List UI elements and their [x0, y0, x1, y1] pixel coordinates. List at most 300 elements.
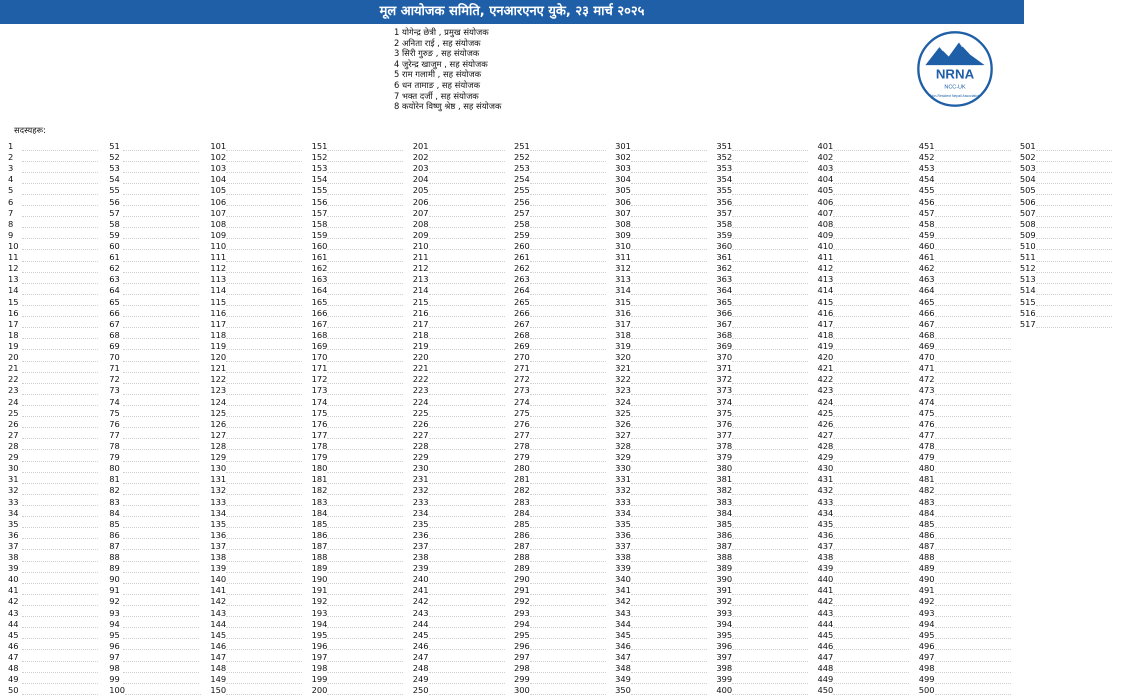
member-row	[1020, 163, 1121, 174]
member-row	[615, 363, 716, 374]
member-row	[514, 341, 615, 352]
member-number: 67	[109, 318, 120, 329]
member-name	[935, 376, 1011, 384]
member-row	[514, 652, 615, 663]
member-number: 513	[1019, 274, 1036, 285]
member-name	[429, 254, 505, 262]
member-number: 156	[311, 196, 328, 207]
member-number: 18	[8, 329, 19, 340]
member-row	[615, 530, 716, 541]
member-name	[530, 365, 606, 373]
member-number: 114	[210, 285, 227, 296]
member-number: 297	[513, 652, 530, 663]
member-name	[327, 542, 403, 550]
member-row	[8, 308, 109, 319]
member-name	[429, 654, 505, 662]
member-row	[919, 452, 1020, 463]
member-row	[8, 352, 109, 363]
member-number: 495	[918, 629, 935, 640]
member-row	[615, 352, 716, 363]
member-name	[1036, 287, 1112, 295]
member-row	[919, 319, 1020, 330]
member-name	[22, 420, 98, 428]
member-row	[919, 497, 1020, 508]
member-row	[514, 285, 615, 296]
member-number: 384	[716, 507, 733, 518]
member-number: 230	[412, 463, 429, 474]
member-name	[631, 143, 707, 151]
member-name	[327, 198, 403, 206]
member-row	[8, 430, 109, 441]
member-number: 158	[311, 218, 328, 229]
member-name	[631, 376, 707, 384]
member-row	[1020, 274, 1121, 285]
member-number: 25	[8, 407, 19, 418]
member-row	[413, 330, 514, 341]
member-number: 433	[817, 496, 834, 507]
member-row	[818, 352, 919, 363]
member-row	[514, 297, 615, 308]
member-number: 241	[412, 585, 429, 596]
member-name	[732, 576, 808, 584]
member-row	[514, 452, 615, 463]
member-name	[22, 576, 98, 584]
member-number: 368	[716, 329, 733, 340]
member-number: 52	[109, 152, 120, 163]
members-heading: सदस्यहरू:	[14, 125, 46, 135]
member-number: 15	[8, 296, 19, 307]
member-name	[429, 587, 505, 595]
member-number: 129	[210, 452, 227, 463]
member-name	[327, 143, 403, 151]
member-row	[919, 541, 1020, 552]
member-row	[818, 530, 919, 541]
member-name	[226, 187, 302, 195]
member-row	[716, 474, 817, 485]
member-row	[1020, 197, 1121, 208]
member-number: 381	[716, 474, 733, 485]
member-name	[123, 176, 199, 184]
member-name	[833, 309, 909, 317]
member-number: 315	[615, 296, 631, 307]
member-name	[631, 676, 707, 684]
member-number: 478	[918, 440, 935, 451]
member-row	[615, 408, 716, 419]
member-row	[919, 574, 1020, 585]
member-name	[833, 454, 909, 462]
member-row	[1020, 308, 1121, 319]
member-name	[530, 398, 606, 406]
member-row	[514, 485, 615, 496]
member-name	[935, 220, 1011, 228]
member-number: 334	[615, 507, 631, 518]
member-row	[8, 208, 109, 219]
member-row	[312, 297, 413, 308]
member-number: 303	[615, 163, 631, 174]
member-name	[327, 220, 403, 228]
member-row	[615, 141, 716, 152]
member-number: 95	[109, 629, 120, 640]
member-row	[716, 163, 817, 174]
member-row	[818, 652, 919, 663]
member-number: 491	[918, 585, 935, 596]
member-number: 87	[109, 540, 120, 551]
member-row	[716, 408, 817, 419]
member-name	[631, 487, 707, 495]
member-number: 255	[513, 185, 530, 196]
member-number: 327	[615, 429, 631, 440]
member-row	[919, 485, 1020, 496]
officer-entry: 4 जुरेन्द्र खाजुम , सह संयोजक	[394, 58, 488, 69]
member-name	[631, 598, 707, 606]
member-row	[413, 674, 514, 685]
member-row	[514, 608, 615, 619]
member-name	[732, 165, 808, 173]
member-row	[615, 552, 716, 563]
member-row	[818, 152, 919, 163]
member-name	[935, 442, 1011, 450]
member-number: 138	[210, 552, 227, 563]
member-number: 147	[210, 652, 227, 663]
member-name	[935, 265, 1011, 273]
member-number: 150	[210, 685, 227, 696]
member-number: 132	[210, 485, 227, 496]
member-row	[312, 252, 413, 263]
member-number: 455	[918, 185, 935, 196]
member-name	[530, 176, 606, 184]
member-row	[919, 297, 1020, 308]
member-row	[109, 163, 210, 174]
member-row	[716, 363, 817, 374]
member-row	[312, 374, 413, 385]
member-name	[22, 676, 98, 684]
member-row	[210, 541, 311, 552]
member-name	[226, 687, 302, 695]
member-row	[413, 252, 514, 263]
member-column	[8, 141, 109, 697]
member-row	[312, 585, 413, 596]
member-number: 86	[109, 529, 120, 540]
member-name	[935, 687, 1011, 695]
member-row	[818, 141, 919, 152]
member-name	[429, 631, 505, 639]
member-row	[210, 674, 311, 685]
member-row	[716, 297, 817, 308]
member-number: 168	[311, 329, 328, 340]
member-row	[8, 652, 109, 663]
member-row	[109, 497, 210, 508]
member-name	[429, 431, 505, 439]
member-number: 273	[513, 385, 530, 396]
member-row	[919, 263, 1020, 274]
member-number: 130	[210, 463, 227, 474]
member-name	[833, 365, 909, 373]
member-row	[615, 341, 716, 352]
member-number: 413	[817, 274, 834, 285]
member-row	[210, 152, 311, 163]
member-row	[716, 274, 817, 285]
member-number: 286	[513, 529, 530, 540]
member-row	[8, 596, 109, 607]
member-name	[429, 520, 505, 528]
member-number: 323	[615, 385, 631, 396]
member-name	[22, 176, 98, 184]
member-row	[109, 252, 210, 263]
member-name	[327, 287, 403, 295]
member-number: 276	[513, 418, 530, 429]
member-row	[1020, 141, 1121, 152]
member-name	[123, 342, 199, 350]
member-name	[123, 187, 199, 195]
member-row	[716, 685, 817, 696]
member-name	[327, 354, 403, 362]
member-number: 14	[8, 285, 19, 296]
member-row	[8, 685, 109, 696]
member-row	[716, 430, 817, 441]
member-row	[210, 319, 311, 330]
member-row	[615, 152, 716, 163]
member-row	[716, 596, 817, 607]
member-name	[833, 487, 909, 495]
member-row	[312, 352, 413, 363]
member-name	[327, 365, 403, 373]
member-row	[919, 363, 1020, 374]
member-number: 105	[210, 185, 227, 196]
member-row	[514, 219, 615, 230]
member-number: 441	[817, 585, 834, 596]
member-row	[8, 463, 109, 474]
member-name	[429, 220, 505, 228]
member-row	[716, 497, 817, 508]
member-number: 394	[716, 618, 733, 629]
member-number: 468	[918, 329, 935, 340]
member-row	[413, 685, 514, 696]
member-number: 231	[412, 474, 429, 485]
member-row	[8, 241, 109, 252]
member-row	[413, 241, 514, 252]
member-number: 314	[615, 285, 631, 296]
member-number: 459	[918, 229, 935, 240]
member-name	[327, 442, 403, 450]
member-row	[210, 274, 311, 285]
member-name	[22, 331, 98, 339]
member-row	[818, 385, 919, 396]
member-row	[413, 263, 514, 274]
member-number: 508	[1019, 218, 1036, 229]
member-name	[530, 465, 606, 473]
member-number: 439	[817, 563, 834, 574]
member-row	[109, 541, 210, 552]
member-number: 378	[716, 440, 733, 451]
member-row	[919, 519, 1020, 530]
member-name	[833, 154, 909, 162]
member-name	[226, 420, 302, 428]
member-number: 80	[109, 463, 120, 474]
member-row	[8, 608, 109, 619]
member-number: 96	[109, 640, 120, 651]
member-row	[210, 419, 311, 430]
member-name	[935, 298, 1011, 306]
member-name	[123, 198, 199, 206]
member-row	[919, 619, 1020, 630]
member-number: 371	[716, 363, 733, 374]
member-name	[22, 165, 98, 173]
member-row	[109, 263, 210, 274]
member-number: 206	[412, 196, 429, 207]
member-row	[919, 419, 1020, 430]
member-name	[833, 342, 909, 350]
member-row	[818, 585, 919, 596]
member-name	[631, 687, 707, 695]
member-name	[1036, 276, 1112, 284]
member-number: 420	[817, 352, 834, 363]
member-number: 291	[513, 585, 530, 596]
member-name	[1036, 176, 1112, 184]
member-number: 325	[615, 407, 631, 418]
member-number: 94	[109, 618, 120, 629]
member-row	[818, 430, 919, 441]
member-number: 157	[311, 207, 328, 218]
member-name	[530, 254, 606, 262]
member-column	[312, 141, 413, 697]
member-name	[631, 242, 707, 250]
member-number: 49	[8, 674, 19, 685]
member-row	[8, 274, 109, 285]
member-number: 85	[109, 518, 120, 529]
member-name	[22, 642, 98, 650]
member-row	[615, 508, 716, 519]
member-row	[109, 152, 210, 163]
member-row	[818, 685, 919, 696]
member-row	[1020, 297, 1121, 308]
member-name	[935, 209, 1011, 217]
member-row	[514, 508, 615, 519]
member-name	[429, 143, 505, 151]
member-name	[530, 576, 606, 584]
member-row	[716, 241, 817, 252]
member-name	[327, 498, 403, 506]
member-row	[413, 297, 514, 308]
member-number: 466	[918, 307, 935, 318]
member-name	[22, 276, 98, 284]
officer-entry: 3 सिरी गुरुङ , सह संयोजक	[394, 48, 480, 59]
member-number: 432	[817, 485, 834, 496]
member-number: 263	[513, 274, 530, 285]
member-row	[514, 552, 615, 563]
member-number: 412	[817, 263, 834, 274]
member-name	[429, 176, 505, 184]
member-row	[109, 197, 210, 208]
member-row	[615, 541, 716, 552]
member-name	[935, 198, 1011, 206]
member-name	[429, 354, 505, 362]
member-number: 483	[918, 496, 935, 507]
member-number: 319	[615, 340, 631, 351]
member-row	[312, 485, 413, 496]
member-row	[818, 208, 919, 219]
member-name	[732, 465, 808, 473]
member-row	[413, 319, 514, 330]
member-number: 42	[8, 596, 19, 607]
member-row	[109, 174, 210, 185]
member-name	[123, 654, 199, 662]
member-number: 163	[311, 274, 328, 285]
member-number: 511	[1019, 252, 1036, 263]
member-name	[833, 176, 909, 184]
member-name	[631, 165, 707, 173]
member-name	[429, 531, 505, 539]
member-number: 362	[716, 263, 733, 274]
member-number: 350	[615, 685, 631, 696]
member-row	[514, 230, 615, 241]
member-name	[22, 287, 98, 295]
member-row	[8, 397, 109, 408]
member-row	[413, 352, 514, 363]
member-number: 471	[918, 363, 935, 374]
member-number: 493	[918, 607, 935, 618]
member-row	[818, 497, 919, 508]
member-number: 265	[513, 296, 530, 307]
member-name	[22, 654, 98, 662]
member-number: 98	[109, 663, 120, 674]
member-row	[1020, 263, 1121, 274]
member-name	[123, 565, 199, 573]
member-row	[413, 652, 514, 663]
member-name	[833, 676, 909, 684]
member-name	[429, 287, 505, 295]
member-row	[818, 363, 919, 374]
member-number: 324	[615, 396, 631, 407]
member-name	[935, 642, 1011, 650]
member-name	[226, 442, 302, 450]
member-row	[615, 674, 716, 685]
member-number: 397	[716, 652, 733, 663]
member-name	[732, 409, 808, 417]
member-number: 386	[716, 529, 733, 540]
member-name	[530, 209, 606, 217]
member-row	[818, 663, 919, 674]
member-name	[429, 442, 505, 450]
member-number: 56	[109, 196, 120, 207]
member-number: 474	[918, 396, 935, 407]
member-name	[226, 376, 302, 384]
member-row	[615, 252, 716, 263]
member-number: 176	[311, 418, 328, 429]
member-name	[732, 498, 808, 506]
member-number: 282	[513, 485, 530, 496]
member-name	[327, 665, 403, 673]
member-name	[123, 231, 199, 239]
member-name	[123, 676, 199, 684]
member-row	[818, 541, 919, 552]
member-row	[312, 197, 413, 208]
member-number: 228	[412, 440, 429, 451]
member-name	[22, 554, 98, 562]
member-row	[413, 574, 514, 585]
member-number: 237	[412, 540, 429, 551]
member-row	[210, 452, 311, 463]
member-number: 270	[513, 352, 530, 363]
member-name	[429, 554, 505, 562]
member-number: 39	[8, 563, 19, 574]
member-name	[22, 242, 98, 250]
member-number: 148	[210, 663, 227, 674]
member-number: 48	[8, 663, 19, 674]
member-row	[312, 174, 413, 185]
member-number: 219	[412, 340, 429, 351]
member-number: 239	[412, 563, 429, 574]
member-name	[935, 431, 1011, 439]
